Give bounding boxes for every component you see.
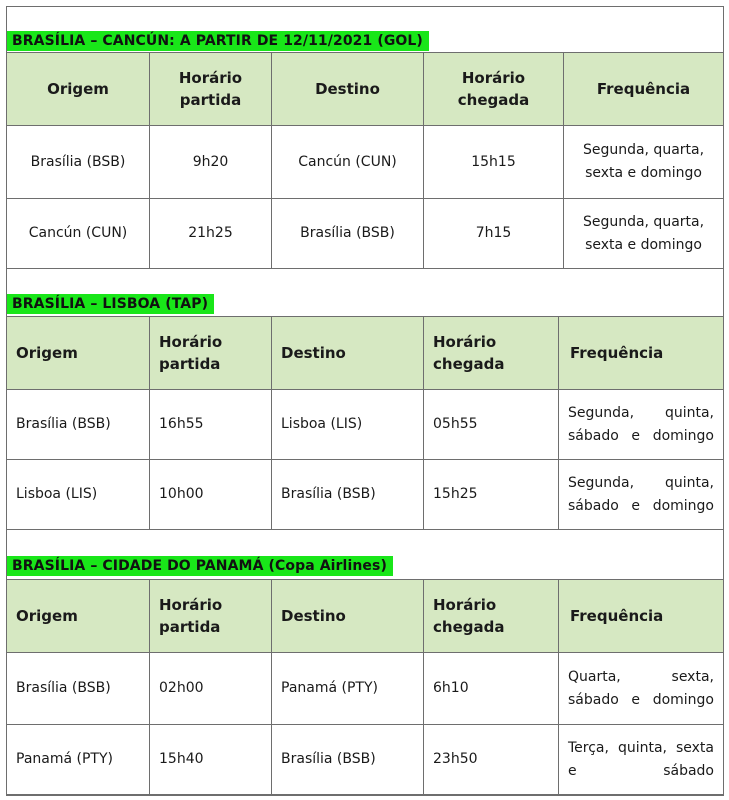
cell-origem: Panamá (PTY): [7, 725, 150, 795]
cell-origem: Brasília (BSB): [7, 390, 150, 460]
cell-frequencia: Segunda, quarta, sexta e domingo: [564, 199, 724, 269]
header-horario-partida: Horário partida: [150, 53, 272, 126]
cell-destino: Brasília (BSB): [272, 199, 424, 269]
header-destino: Destino: [272, 317, 424, 390]
table-row: [7, 126, 724, 199]
cell-partida: 21h25: [150, 199, 272, 269]
cell-partida: 16h55: [150, 390, 272, 460]
cell-origem: Brasília (BSB): [7, 126, 150, 199]
table-row: [7, 653, 724, 725]
table-row: [7, 199, 724, 269]
header-origem: Origem: [7, 580, 150, 653]
header-horario-chegada: Horário chegada: [424, 53, 564, 126]
table-cancun: [6, 52, 724, 269]
cell-frequencia: Segunda, quinta, sábado e domingo: [559, 390, 724, 460]
cell-destino: Panamá (PTY): [272, 653, 424, 725]
header-destino: Destino: [272, 580, 424, 653]
section-title-lisboa: BRASÍLIA – LISBOA (TAP): [7, 294, 214, 314]
table-row: [7, 725, 724, 795]
cell-chegada: 23h50: [424, 725, 559, 795]
header-horario-chegada: Horário chegada: [424, 317, 559, 390]
cell-frequencia: Quarta, sexta, sábado e domingo: [559, 653, 724, 725]
cell-partida: 15h40: [150, 725, 272, 795]
header-destino: Destino: [272, 53, 424, 126]
header-frequencia: Frequência: [564, 53, 724, 126]
header-frequencia: Frequência: [559, 580, 724, 653]
cell-chegada: 7h15: [424, 199, 564, 269]
cell-origem: Cancún (CUN): [7, 199, 150, 269]
cell-chegada: 6h10: [424, 653, 559, 725]
header-horario-chegada: Horário chegada: [424, 580, 559, 653]
cell-destino: Brasília (BSB): [272, 725, 424, 795]
cell-partida: 9h20: [150, 126, 272, 199]
table-row: [7, 460, 724, 530]
cell-destino: Brasília (BSB): [272, 460, 424, 530]
header-horario-partida: Horário partida: [150, 317, 272, 390]
table-lisboa: [6, 316, 724, 530]
cell-origem: Brasília (BSB): [7, 653, 150, 725]
cell-chegada: 05h55: [424, 390, 559, 460]
header-origem: Origem: [7, 317, 150, 390]
cell-frequencia: Segunda, quinta, sábado e domingo: [559, 460, 724, 530]
section-title-panama: BRASÍLIA – CIDADE DO PANAMÁ (Copa Airlines): [7, 556, 393, 576]
cell-chegada: 15h25: [424, 460, 559, 530]
cell-partida: 02h00: [150, 653, 272, 725]
cell-partida: 10h00: [150, 460, 272, 530]
table-panama: [6, 579, 724, 795]
table-row: [7, 390, 724, 460]
header-horario-partida: Horário partida: [150, 580, 272, 653]
header-frequencia: Frequência: [559, 317, 724, 390]
header-origem: Origem: [7, 53, 150, 126]
cell-origem: Lisboa (LIS): [7, 460, 150, 530]
cell-destino: Lisboa (LIS): [272, 390, 424, 460]
cell-frequencia: Terça, quinta, sexta e sábado: [559, 725, 724, 795]
cell-chegada: 15h15: [424, 126, 564, 199]
cell-frequencia: Segunda, quarta, sexta e domingo: [564, 126, 724, 199]
section-title-cancun: BRASÍLIA – CANCÚN: A PARTIR DE 12/11/2021 (GOL): [7, 31, 429, 51]
cell-destino: Cancún (CUN): [272, 126, 424, 199]
